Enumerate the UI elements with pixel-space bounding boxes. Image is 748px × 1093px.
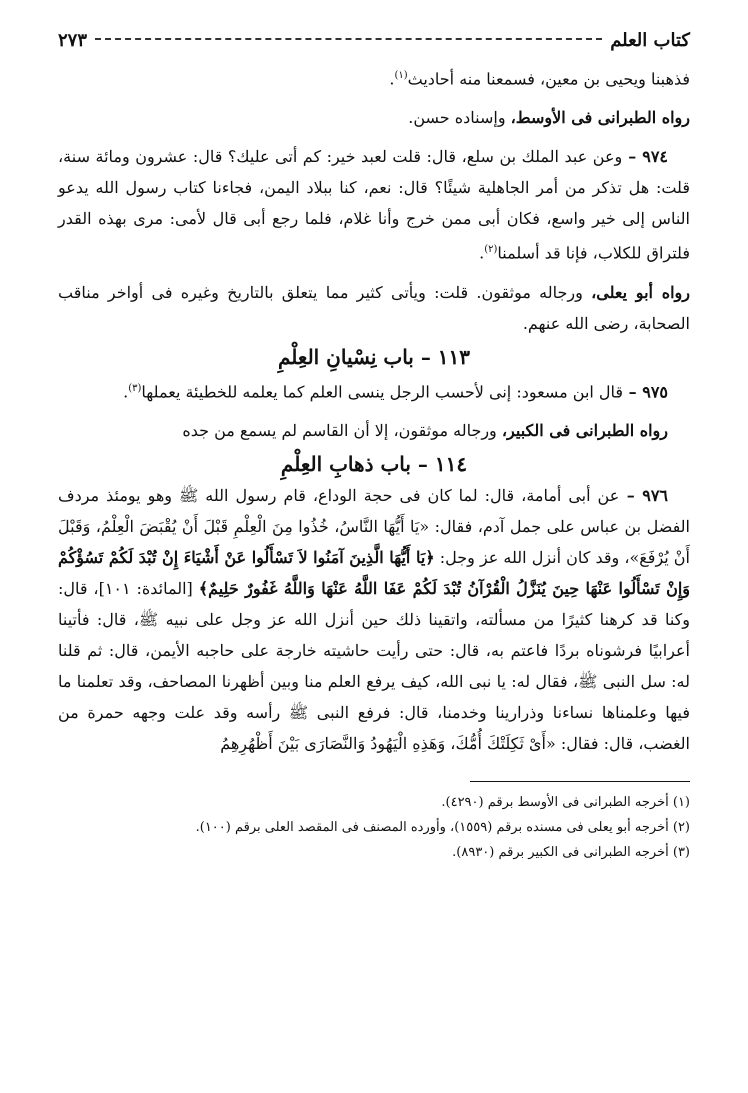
attribution-tabarani-awsat: رواه الطبرانى فى الأوسط، وإسناده حسن. xyxy=(408,108,690,128)
attribution-abu-yala: رواه أبو يعلى، ورجاله موثقون. قلت: ويأتى كثير مما يتعلق بالتاريخ وغيره فى أواخر مناقب الصحابة، رضى الله عنهم. xyxy=(58,282,690,333)
footnote-divider xyxy=(470,781,690,782)
footnote-ref-1: (١) xyxy=(394,70,408,81)
chapter-heading-114: ١١٤ – باب ذهابِ العِلْمِ xyxy=(280,451,468,476)
header-rule xyxy=(95,38,602,40)
footnote-2: (٢) أخرجه أبو يعلى فى مسنده برقم (١٥٥٩)، وأورده المصنف فى المقصد العلى برقم (١٠٠). xyxy=(195,819,690,835)
hadith-number: ٩٧٥ – xyxy=(623,381,668,401)
page-number: ٢٧٣ xyxy=(58,30,88,51)
hadith-number: ٩٧٤ – xyxy=(622,147,669,167)
book-page xyxy=(58,30,690,1073)
paragraph-continuation: فذهبنا ويحيى بن معين، فسمعنا منه أحاديث$^{(١)}$. xyxy=(389,69,690,89)
hadith-974: ٩٧٤ – وعن عبد الملك بن سلع، قال: قلت لعبد خير: كم أتى عليك؟ قال: عشرون ومائة سنة، قلت: هل تذكر من أمر الجاهلية شيئًا؟ قال: نعم، كنا ببلاد اليمن، فجاءنا كتاب رسول الله يدعو الناس إلى خير واسع، فكان أبى ممن خرج وأنا غلام، فلما رجع أبى قال لأمى: مرى بهذه القدر فلتراق للكلاب، فإنا قد أسلمنا$^{(٢)}$. xyxy=(58,147,690,263)
chapter-heading-113: ١١٣ – باب نِسْيانِ العِلْمِ xyxy=(277,344,471,369)
attribution-tabarani-kabir: رواه الطبرانى فى الكبير، ورجاله موثقون، إلا أن القاسم لم يسمع من جده xyxy=(182,420,668,440)
footnote-1: (١) أخرجه الطبرانى فى الأوسط برقم (٤٢٩٠). xyxy=(441,794,690,810)
hadith-number: ٩٧٦ – xyxy=(619,485,669,505)
footnote-ref-3: (٣) xyxy=(128,382,142,394)
footnote-3: (٣) أخرجه الطبرانى فى الكبير برقم (٨٩٣٠). xyxy=(452,844,690,860)
running-header xyxy=(58,30,690,60)
chapter-title: كتاب العلم xyxy=(610,30,690,51)
quran-verse: ﴿يَا أَيُّهَا الَّذِينَ آمَنُوا لاَ تَسْأَلُوا عَنْ أَشْيَاءَ إِنْ تُبْدَ لَكُمْ تَسُؤْكُمْ وَإِنْ تَسْأَلُوا عَنْهَا حِينَ يُنَزَّلُ الْقُرْآنُ تُبْدَ لَكُمْ عَفَا اللَّهُ عَنْهَا وَاللَّهُ غَفُورٌ حَلِيمٌ﴾ xyxy=(58,547,691,598)
footnote-ref-2: (٢) xyxy=(484,244,498,256)
hadith-976: ٩٧٦ – عن أبى أمامة، قال: لما كان فى حجة الوداع، قام رسول الله ﷺ وهو يومئذ مردف الفضل بن عباس على جمل آدم، فقال: «يَا أَيُّهَا النَّاسُ، خُذُوا مِنَ الْعِلْمِ قَبْلَ أَنْ يُقْبَضَ الْعِلْمُ، وَقَبْلَ أَنْ يُرْفَعَ»، وقد كان أنزل الله عز وجل: ﴿يَا أَيُّهَا الَّذِينَ آمَنُوا لاَ تَسْأَلُوا عَنْ أَشْيَاءَ إِنْ تُبْدَ لَكُمْ تَسُؤْكُمْ وَإِنْ تَسْأَلُوا عَنْهَا حِينَ يُنَزَّلُ الْقُرْآنُ تُبْدَ لَكُمْ عَفَا اللَّهُ عَنْهَا وَاللَّهُ غَفُورٌ حَلِيمٌ﴾ [المائدة: ١٠١]، قال: وكنا قد كرهنا كثيرًا من مسألته، واتقينا ذلك حين أنزل الله عز وجل على نبيه ﷺ، قال: فأتينا أعرابيًا فرشوناه بردًا فاعتم به، قال: حتى رأيت حاشيته خارجة على حاجبه الأيمن، قال: ثم قلنا له: سل النبى ﷺ، فقال له: يا نبى الله، كيف يرفع العلم منا وبين أظهرنا المصاحف، وقد تعلمنا ما فيها وعلمناها نساءنا وذرارينا وخدمنا، قال: فرفع النبى ﷺ رأسه وقد علت وجهه حمرة من الغضب، قال: فقال: «أَىْ ثَكِلَتْكَ أُمُّكَ، وَهَذِهِ الْيَهُودُ وَالنَّصَارَى بَيْنَ أَظْهُرِهِمُ xyxy=(58,485,691,753)
hadith-975: ٩٧٥ – قال ابن مسعود: إنى لأحسب الرجل ينسى العلم كما يعلمه للخطيئة يعملها$^{(٣)}$. xyxy=(123,381,668,401)
